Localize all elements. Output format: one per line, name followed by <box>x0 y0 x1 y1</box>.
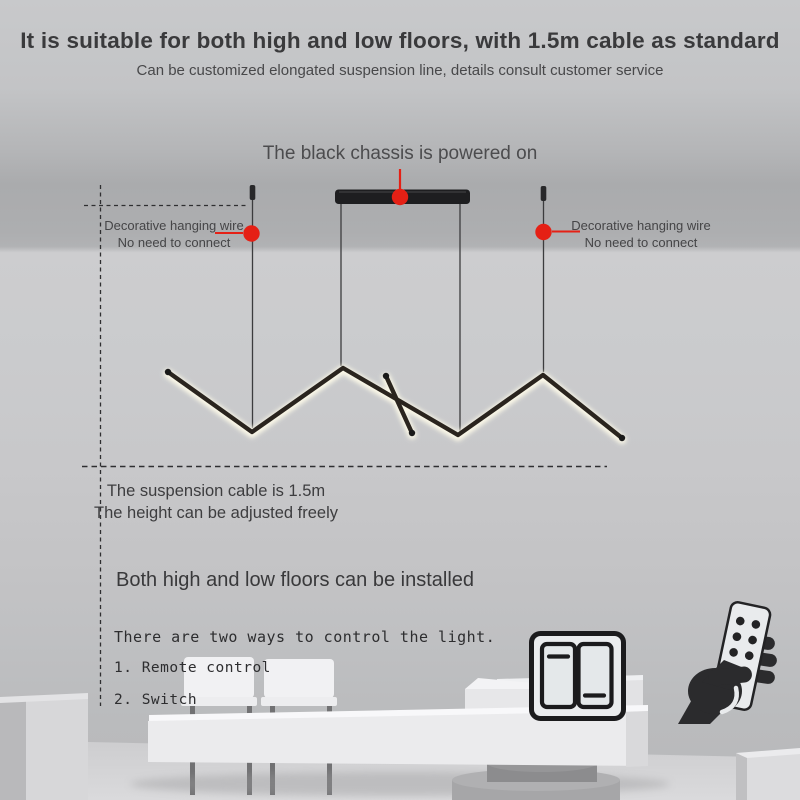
right-wire-note-line2: No need to connect <box>584 235 698 250</box>
power-point-markers <box>215 169 580 242</box>
control-item-remote: 1. Remote control <box>114 660 271 676</box>
chassis-caption: The black chassis is powered on <box>262 143 538 164</box>
ceiling-connector-right <box>541 186 547 201</box>
control-item-switch: 2. Switch <box>114 692 198 708</box>
cable-length-line1: The suspension cable is 1.5m <box>106 482 326 500</box>
right-wire-note <box>551 217 731 251</box>
page-title: It is suitable for both high and low floors, with 1.5m cable as standard <box>20 28 780 53</box>
remote-control-in-hand-icon <box>678 601 778 724</box>
page-subtitle: Can be customized elongated suspension line, details consult customer service <box>136 62 664 79</box>
cable-length-note <box>65 481 367 524</box>
hand <box>678 660 753 724</box>
floors-note: Both high and low floors can be installed <box>116 569 475 591</box>
wall-switch-icon <box>532 634 624 719</box>
left-wire-note-line2: No need to connect <box>117 235 231 250</box>
right-wire-note-line1: Decorative hanging wire <box>571 218 711 233</box>
zigzag-pendant-lamp <box>165 368 625 441</box>
ceiling-connector-left <box>250 185 256 200</box>
left-wire-note-line1: Decorative hanging wire <box>104 218 244 233</box>
power-point-dot <box>392 189 408 205</box>
right-wire-dot <box>535 224 551 240</box>
left-wire-note <box>84 217 264 251</box>
cable-length-line2: The height can be adjusted freely <box>94 503 338 522</box>
control-intro: There are two ways to control the light. <box>114 628 496 646</box>
